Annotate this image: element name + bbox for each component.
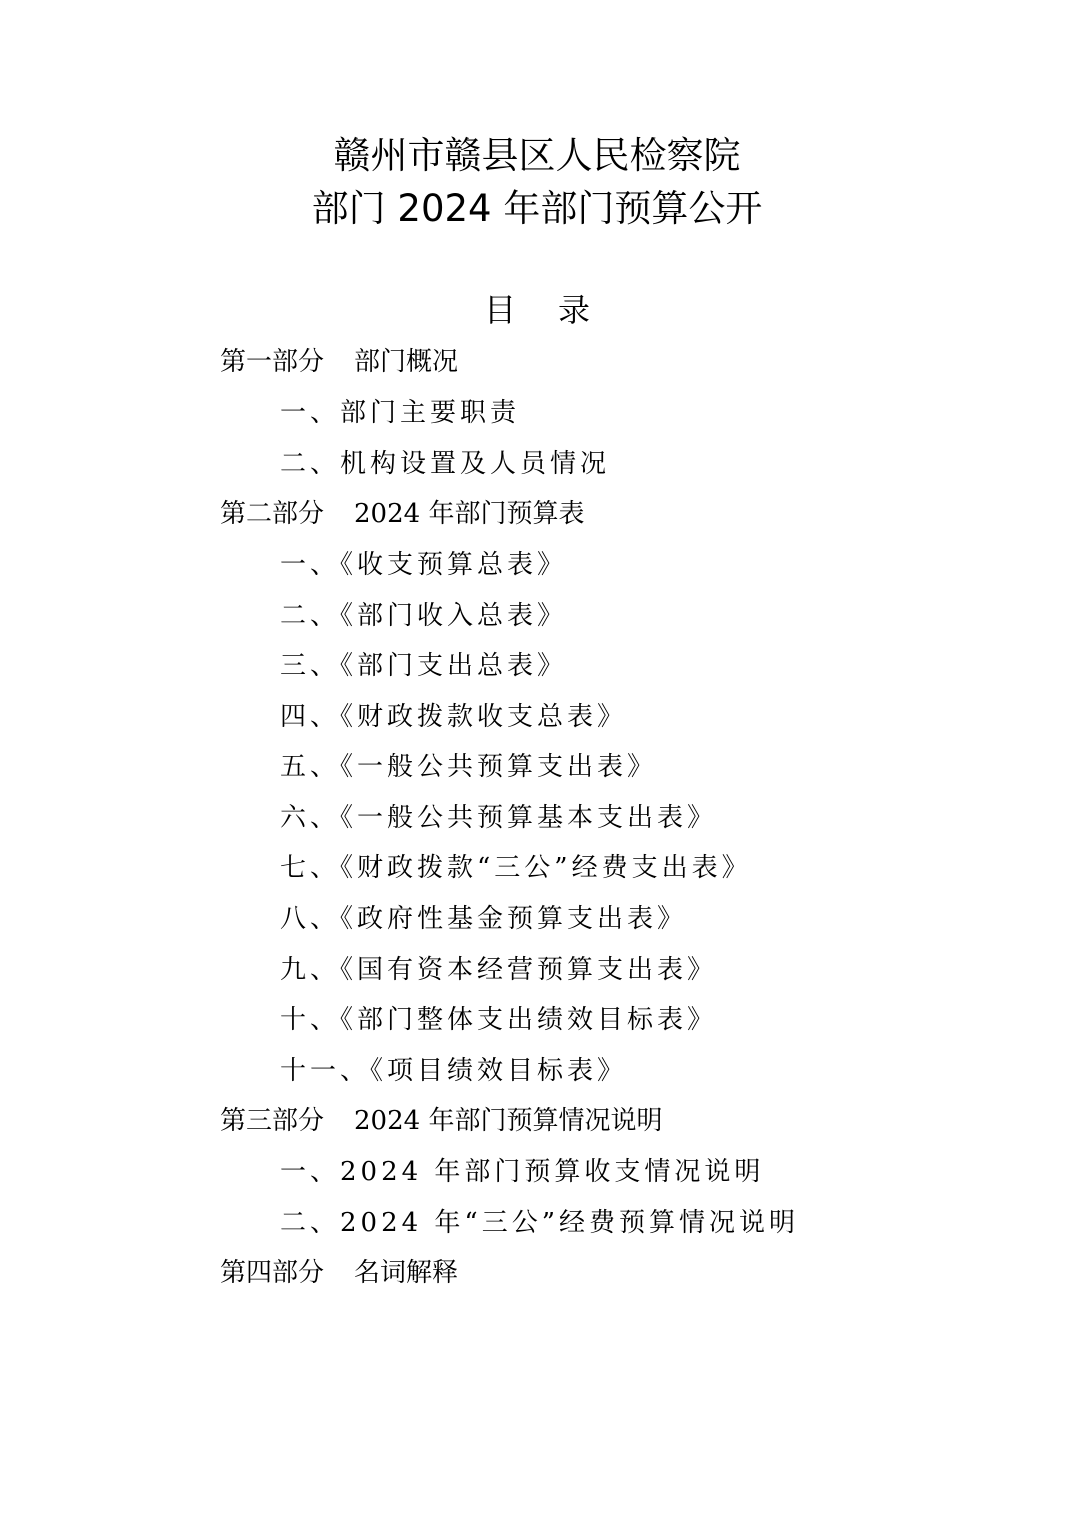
toc-item: 十一、《项目绩效目标表》	[280, 1056, 628, 1086]
toc-item: 六、《一般公共预算基本支出表》	[280, 803, 718, 833]
toc-item: 九、《国有资本经营预算支出表》	[280, 955, 718, 985]
toc-heading-right: 录	[558, 291, 591, 329]
document-title-line-2: 部门 2024 年部门预算公开	[311, 187, 763, 230]
toc-item: 十、《部门整体支出绩效目标表》	[280, 1005, 718, 1035]
toc-part-3	[220, 1103, 662, 1139]
document-title-line-1: 赣州市赣县区人民检察院	[333, 134, 741, 177]
toc-item: 二、《部门收入总表》	[280, 601, 568, 631]
toc-part-title: 部门概况	[354, 347, 459, 377]
toc-item: 二、2024 年“三公”经费预算情况说明	[280, 1208, 800, 1238]
toc-item: 五、《一般公共预算支出表》	[280, 752, 658, 782]
toc-item: 一、部门主要职责	[280, 398, 521, 428]
toc-item: 七、《财政拨款“三公”经费支出表》	[280, 853, 752, 883]
toc-part-title: 2024 年部门预算情况说明	[354, 1106, 663, 1136]
toc-part-1	[220, 344, 458, 380]
toc-part-2	[220, 496, 584, 532]
toc-part-4	[220, 1255, 458, 1291]
toc-heading-left: 目	[483, 291, 516, 329]
toc-part-label: 第二部分	[220, 499, 325, 529]
toc-part-label: 第四部分	[220, 1258, 325, 1288]
toc-item: 一、《收支预算总表》	[280, 550, 568, 580]
toc-part-title: 2024 年部门预算表	[354, 499, 585, 529]
toc-part-label: 第三部分	[220, 1106, 325, 1136]
toc-item: 四、《财政拨款收支总表》	[280, 702, 628, 732]
toc-item: 一、2024 年部门预算收支情况说明	[280, 1157, 765, 1187]
toc-heading	[0, 288, 1074, 332]
toc-part-title: 名词解释	[354, 1258, 459, 1288]
toc-part-label: 第一部分	[220, 347, 325, 377]
toc-item: 八、《政府性基金预算支出表》	[280, 904, 688, 934]
toc-item: 二、机构设置及人员情况	[280, 449, 611, 479]
toc-item: 三、《部门支出总表》	[280, 651, 568, 681]
